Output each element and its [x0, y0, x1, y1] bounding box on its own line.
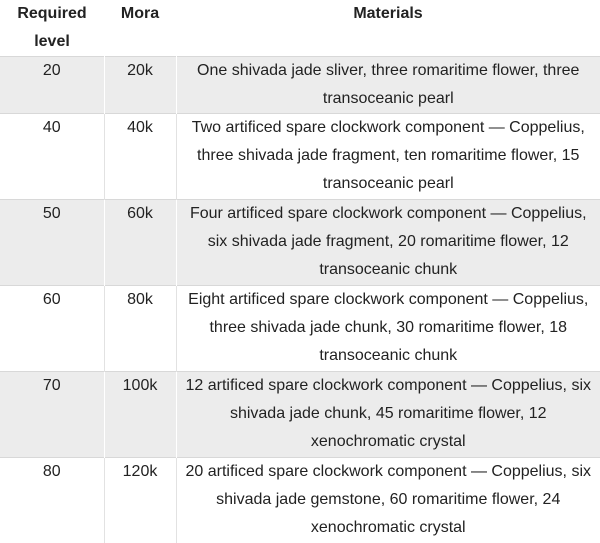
materials-cell: Eight artificed spare clockwork component — Coppelius, three shivada jade chunk, 30 romaritime flower, 18 transoceanic chunk	[176, 286, 600, 372]
table-body	[0, 57, 600, 543]
table-header	[0, 0, 600, 57]
header-mora: Mora	[104, 0, 176, 57]
table-row	[0, 372, 600, 458]
level-cell: 40	[0, 114, 104, 200]
table-row	[0, 114, 600, 200]
materials-cell: Four artificed spare clockwork component — Coppelius, six shivada jade fragment, 20 romaritime flower, 12 transoceanic chunk	[176, 200, 600, 286]
level-cell: 20	[0, 57, 104, 114]
table-row	[0, 286, 600, 372]
materials-cell: 12 artificed spare clockwork component — Coppelius, six shivada jade chunk, 45 romaritime flower, 12 xenochromatic crystal	[176, 372, 600, 458]
level-cell: 80	[0, 458, 104, 543]
header-materials: Materials	[176, 0, 600, 57]
mora-cell: 20k	[104, 57, 176, 114]
mora-cell: 60k	[104, 200, 176, 286]
header-required-level: Required level	[0, 0, 104, 57]
table-row	[0, 57, 600, 114]
header-row	[0, 0, 600, 57]
materials-cell: One shivada jade sliver, three romaritime flower, three transoceanic pearl	[176, 57, 600, 114]
mora-cell: 120k	[104, 458, 176, 543]
materials-cell: 20 artificed spare clockwork component — Coppelius, six shivada jade gemstone, 60 romaritime flower, 24 xenochromatic crystal	[176, 458, 600, 543]
table-row	[0, 200, 600, 286]
mora-cell: 80k	[104, 286, 176, 372]
level-cell: 70	[0, 372, 104, 458]
mora-cell: 40k	[104, 114, 176, 200]
mora-cell: 100k	[104, 372, 176, 458]
materials-cell: Two artificed spare clockwork component — Coppelius, three shivada jade fragment, ten romaritime flower, 15 transoceanic pearl	[176, 114, 600, 200]
table-row	[0, 458, 600, 543]
level-cell: 60	[0, 286, 104, 372]
level-cell: 50	[0, 200, 104, 286]
